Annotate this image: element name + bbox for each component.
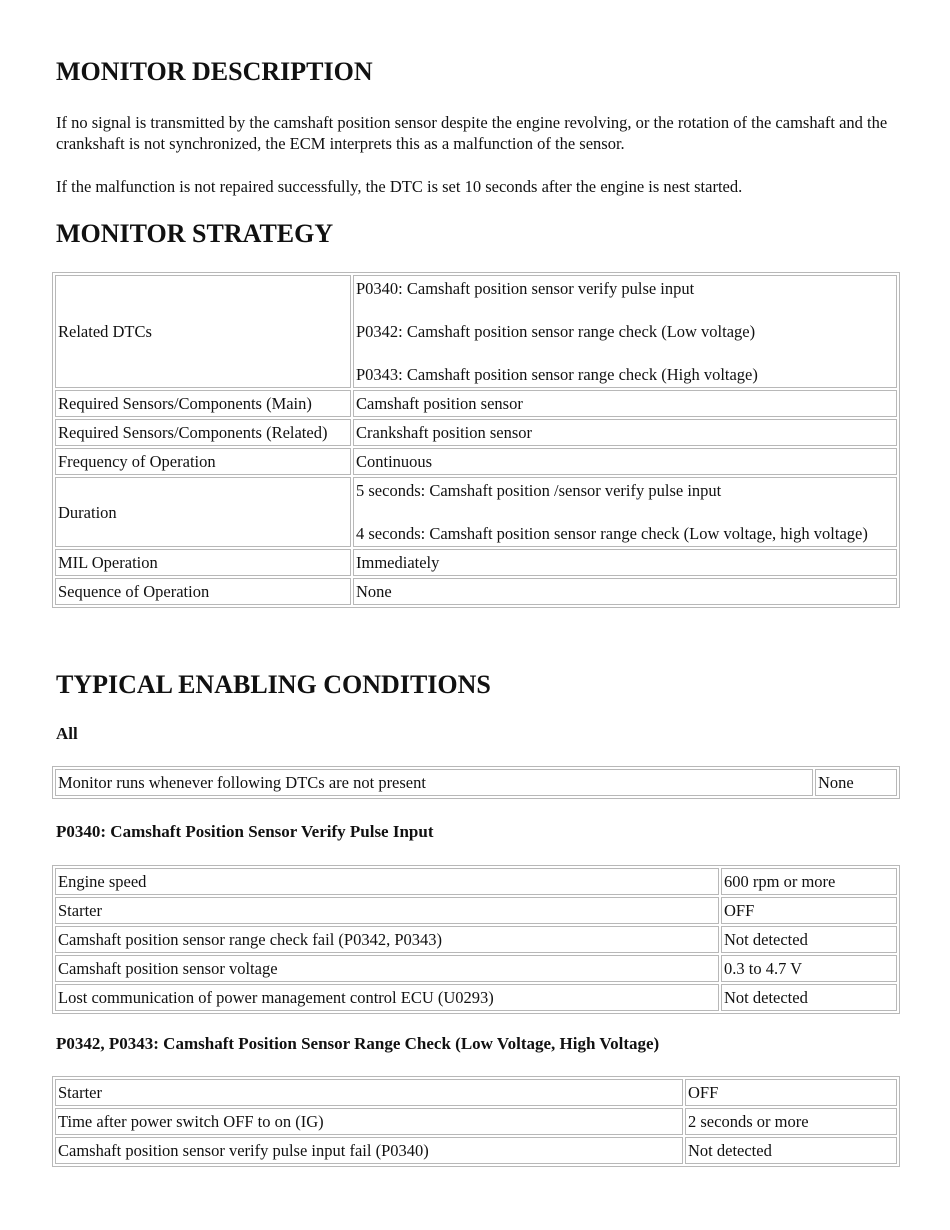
row-label: Duration: [55, 477, 351, 547]
table-row: [55, 897, 897, 924]
row-value: [353, 275, 897, 388]
row-label: MIL Operation: [55, 549, 351, 576]
table-row: [55, 419, 897, 446]
table-row: [55, 1137, 897, 1164]
row-label: Required Sensors/Components (Related): [55, 419, 351, 446]
p0342-p0343-conditions-table: [52, 1076, 900, 1167]
condition-value: 2 seconds or more: [685, 1108, 897, 1135]
row-value: Immediately: [353, 549, 897, 576]
table-row: [55, 578, 897, 605]
table-row: [55, 868, 897, 895]
row-label: Frequency of Operation: [55, 448, 351, 475]
condition-value: Not detected: [685, 1137, 897, 1164]
monitor-description-paragraph-1: If no signal is transmitted by the camshaft position sensor despite the engine revolving, or the rotation of the camshaft and the crankshaft is not synchronized, the ECM interprets this as a malfunction of the sensor.: [56, 113, 888, 153]
all-conditions-table: [52, 766, 900, 799]
duration-line-1: 5 seconds: Camshaft position /sensor verify pulse input: [356, 481, 722, 500]
table-row: [55, 926, 897, 953]
monitor-description-paragraph-2: If the malfunction is not repaired successfully, the DTC is set 10 seconds after the engine is nest started.: [56, 177, 743, 196]
related-dtc-p0343: P0343: Camshaft position sensor range check (High voltage): [356, 365, 758, 384]
table-row: [55, 769, 897, 796]
condition-label: Camshaft position sensor verify pulse input fail (P0340): [55, 1137, 683, 1164]
row-value: Camshaft position sensor: [353, 390, 897, 417]
row-label: Related DTCs: [55, 275, 351, 388]
condition-label: Camshaft position sensor voltage: [55, 955, 719, 982]
row-label: Sequence of Operation: [55, 578, 351, 605]
condition-label: Time after power switch OFF to on (IG): [55, 1108, 683, 1135]
table-row: [55, 1079, 897, 1106]
related-dtc-p0340: P0340: Camshaft position sensor verify pulse input: [356, 279, 695, 298]
condition-value: Not detected: [721, 926, 897, 953]
condition-value: 600 rpm or more: [721, 868, 897, 895]
row-label: Required Sensors/Components (Main): [55, 390, 351, 417]
p0340-conditions-table: [52, 865, 900, 1014]
monitor-strategy-table: [52, 272, 900, 608]
table-row: [55, 275, 897, 388]
table-row: [55, 1108, 897, 1135]
table-row: [55, 448, 897, 475]
row-value: Continuous: [353, 448, 897, 475]
row-value: None: [353, 578, 897, 605]
table-row: [55, 477, 897, 547]
condition-value: None: [815, 769, 897, 796]
condition-value: OFF: [721, 897, 897, 924]
row-value: Crankshaft position sensor: [353, 419, 897, 446]
p0340-subheading: P0340: Camshaft Position Sensor Verify Pulse Input: [56, 822, 434, 841]
row-value: [353, 477, 897, 547]
condition-label: Engine speed: [55, 868, 719, 895]
table-row: [55, 390, 897, 417]
condition-label: Starter: [55, 1079, 683, 1106]
condition-value: OFF: [685, 1079, 897, 1106]
all-subheading: All: [56, 724, 78, 743]
condition-value: Not detected: [721, 984, 897, 1011]
p0342-p0343-subheading: P0342, P0343: Camshaft Position Sensor Range Check (Low Voltage, High Voltage): [56, 1034, 660, 1053]
enabling-conditions-heading: TYPICAL ENABLING CONDITIONS: [56, 670, 491, 699]
condition-label: Lost communication of power management control ECU (U0293): [55, 984, 719, 1011]
table-row: [55, 984, 897, 1011]
monitor-description-heading: MONITOR DESCRIPTION: [56, 57, 373, 86]
condition-label: Monitor runs whenever following DTCs are not present: [55, 769, 813, 796]
duration-line-2: 4 seconds: Camshaft position sensor range check (Low voltage, high voltage): [356, 524, 868, 543]
condition-label: Starter: [55, 897, 719, 924]
related-dtc-p0342: P0342: Camshaft position sensor range check (Low voltage): [356, 322, 756, 341]
condition-label: Camshaft position sensor range check fail (P0342, P0343): [55, 926, 719, 953]
table-row: [55, 955, 897, 982]
condition-value: 0.3 to 4.7 V: [721, 955, 897, 982]
monitor-strategy-heading: MONITOR STRATEGY: [56, 219, 334, 248]
table-row: [55, 549, 897, 576]
